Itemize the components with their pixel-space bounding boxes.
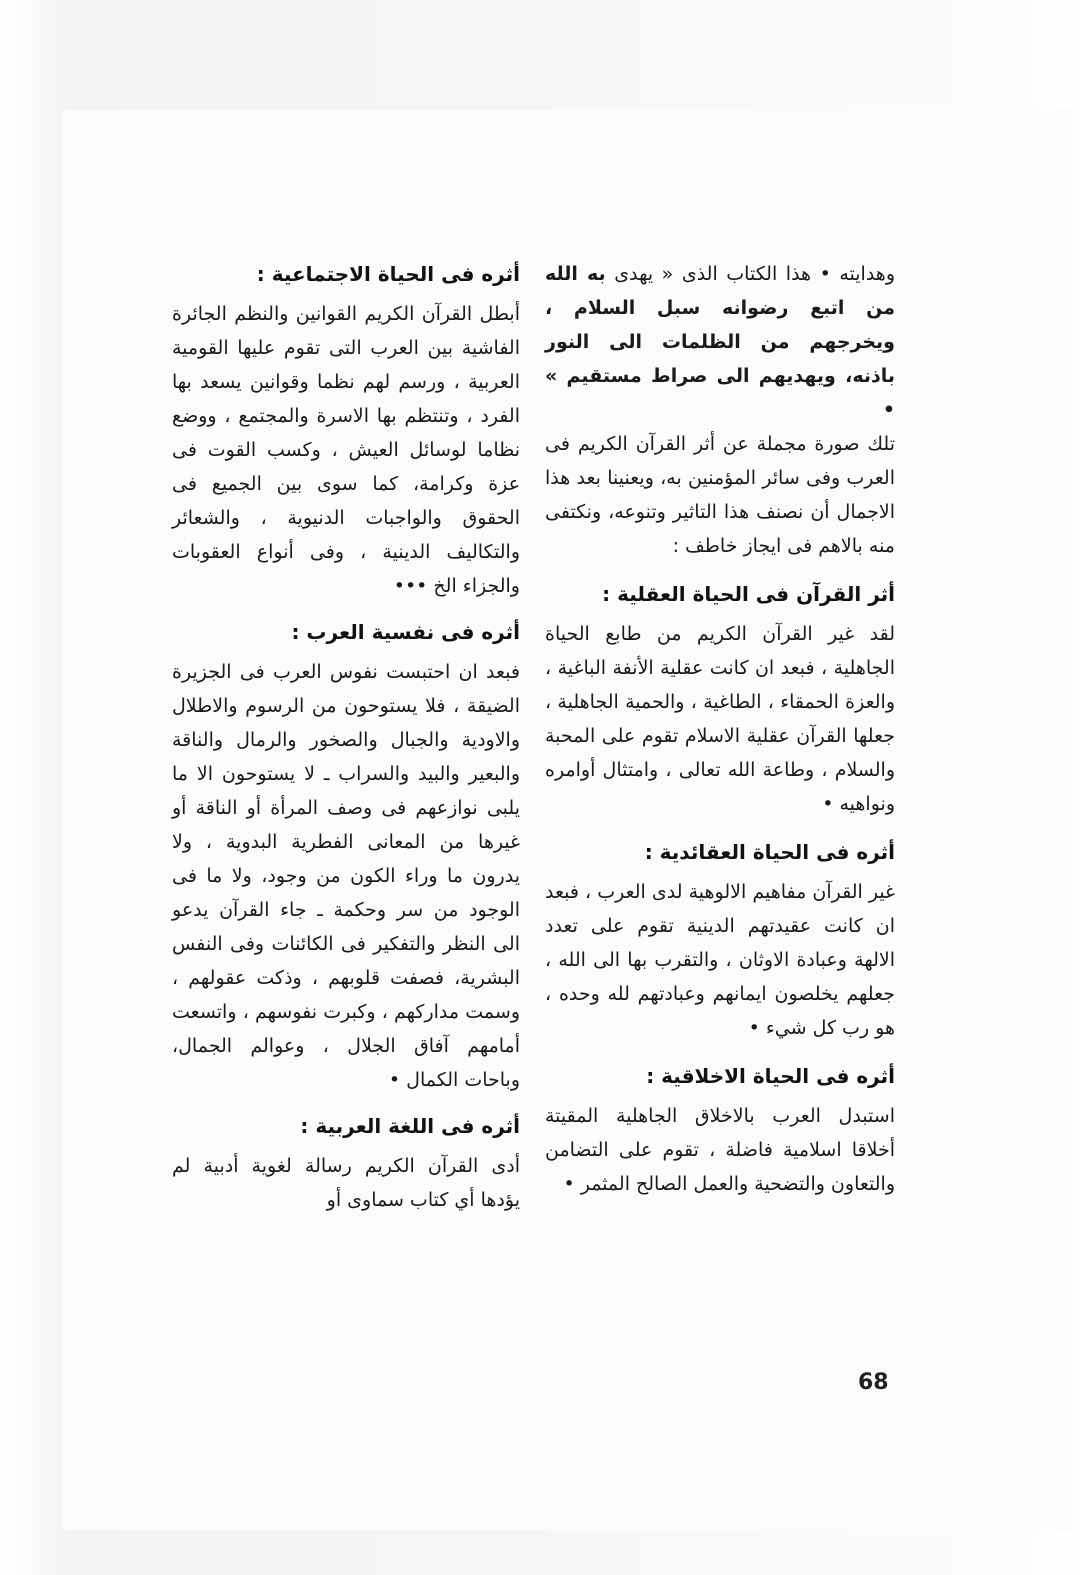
paragraph-social-life: أبطل القرآن الكريم القوانين والنظم الجائرة الفاشية بين العرب التى تقوم عليها القومية العربية ، ورسم لهم نظما وقوانين يسعد بها الفرد ، وتنتظم بها الاسرة والمجتمع ، ووضع نظاما لوسائل العيش ، وكسب القوت فى عزة وكرامة، كما سوى بين الجميع فى الحقوق والواجبات الدنيوية ، والشعائر والتكاليف الدينية ، وفى أنواع العقوبات والجزاء الخ •••	[172, 303, 520, 597]
heading-doctrinal-life: أثره فى الحياة العقائدية :	[644, 840, 895, 864]
right-column	[545, 257, 895, 1201]
heading-arab-psyche: أثره فى نفسية العرب :	[291, 620, 520, 644]
left-column	[172, 257, 520, 1217]
heading-intellectual-life: أثر القرآن فى الحياة العقلية :	[602, 582, 895, 606]
paragraph-moral-life: استبدل العرب بالاخلاق الجاهلية المقيتة أخلاقا اسلامية فاضلة ، تقوم على التضامن والتعاون والتضحية والعمل الصالح المثمر •	[545, 1105, 895, 1195]
intro-paragraph	[545, 257, 895, 427]
paragraph-arabic-language: أدى القرآن الكريم رسالة لغوية أدبية لم يؤدها أي كتاب سماوى أو	[172, 1155, 520, 1211]
paragraph-doctrinal-life: غير القرآن مفاهيم الالوهية لدى العرب ، فبعد ان كانت عقيدتهم الدينية تقوم على تعدد الالهة وعبادة الاوثان ، والتقرب بها الى الله ، جعلهم يخلصون ايمانهم وعبادتهم لله وحده ، هو رب كل شيء •	[545, 881, 895, 1039]
heading-moral-life: أثره فى الحياة الاخلاقية :	[646, 1064, 895, 1088]
summary-paragraph: تلك صورة مجملة عن أثر القرآن الكريم فى العرب وفى سائر المؤمنين به، ويعنينا بعد هذا الاجمال أن نصنف هذا التاثير وتنوعه، ونكتفى منه بالاهم فى ايجاز خاطف :	[545, 433, 895, 557]
quran-quote: به الله من اتبع رضوانه سبل السلام ، ويخرجهم من الظلمات الى النور باذنه، ويهديهم الى صراط مستقيم » •	[545, 263, 895, 421]
paragraph-intellectual-life: لقد غير القرآن الكريم من طابع الحياة الجاهلية ، فبعد ان كانت عقلية الأنفة الباغية ، والعزة الحمقاء ، الطاغية ، والحمية الجاهلية ، جعلها القرآن عقلية الاسلام تقوم على المحبة والسلام ، وطاعة الله تعالى ، وامتثال أوامره ونواهيه •	[545, 623, 895, 815]
paragraph-arab-psyche: فبعد ان احتبست نفوس العرب فى الجزيرة الضيقة ، فلا يستوحون من الرسوم والاطلال والاودية والجبال والصخور والرمال والناقة والبعير والبيد والسراب ـ لا يستوحون الا ما يلبى نوازعهم فى وصف المرأة أو الناقة أو غيرها من المعانى الفطرية البدوية ، ولا يدرون ما وراء الكون من وجود، ولا ما فى الوجود من سر وحكمة ـ جاء القرآن يدعو الى النظر والتفكير فى الكائنات وفى النفس البشرية، فصفت قلوبهم ، وذكت عقولهم ، وسمت مداركهم ، وكبرت نفوسهم ، واتسعت أمامهم آفاق الجلال ، وعوالم الجمال، وباحات الكمال •	[172, 661, 520, 1091]
heading-social-life: أثره فى الحياة الاجتماعية :	[256, 262, 520, 286]
intro-plain-text: وهدايته • هذا الكتاب الذى « يهدى	[614, 263, 895, 285]
page-number: 68	[858, 1370, 889, 1395]
heading-arabic-language: أثره فى اللغة العربية :	[300, 1114, 520, 1138]
